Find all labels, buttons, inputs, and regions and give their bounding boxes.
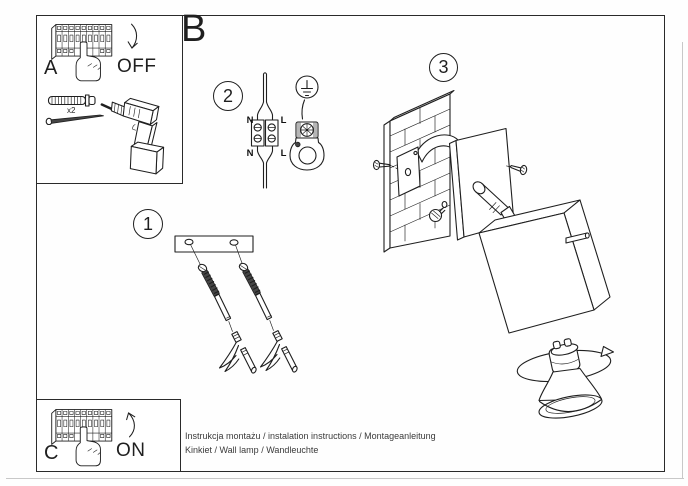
page-edge-right bbox=[682, 42, 684, 479]
lamp-shade bbox=[479, 200, 610, 333]
terminal-l-top: L bbox=[280, 115, 287, 126]
terminal-n-bottom: N bbox=[246, 148, 254, 159]
caption-product: Kinkiet / Wall lamp / Wandleuchte bbox=[185, 445, 319, 455]
step-3-number: 3 bbox=[429, 53, 458, 82]
caption-instructions: Instrukcja montażu / instalation instructions / Montageanleitung bbox=[185, 431, 436, 441]
step-1-number: 1 bbox=[133, 209, 163, 239]
wall-lamp-assembly-illustration bbox=[368, 85, 618, 425]
panel-a-power-off bbox=[36, 15, 183, 87]
power-on-label: ON bbox=[116, 440, 146, 461]
step-2-number: 2 bbox=[213, 81, 243, 111]
terminal-n-top: N bbox=[246, 115, 254, 126]
arrow-down-icon bbox=[121, 22, 142, 55]
power-off-label: OFF bbox=[117, 56, 157, 77]
ground-terminal-icon bbox=[290, 100, 324, 170]
wiring-diagram-illustration bbox=[243, 68, 338, 193]
drill-icon bbox=[99, 90, 175, 178]
terminal-l-bottom: L bbox=[280, 148, 287, 159]
panel-c-label: C bbox=[44, 442, 59, 464]
earth-symbol-icon bbox=[296, 76, 318, 98]
panel-a-label: A bbox=[44, 57, 58, 79]
panel-tools bbox=[36, 85, 183, 184]
mounting-bracket-illustration bbox=[168, 228, 308, 383]
page-edge-bottom bbox=[6, 478, 684, 480]
quantity-label: x2 bbox=[67, 106, 76, 115]
screw-icon bbox=[45, 113, 107, 125]
section-b-label: B bbox=[181, 8, 207, 50]
panel-c-power-on bbox=[36, 399, 181, 472]
arrow-up-icon bbox=[119, 406, 140, 439]
